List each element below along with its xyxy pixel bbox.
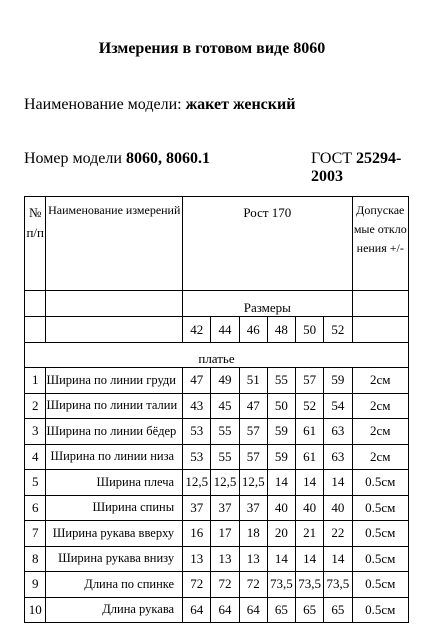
row-value: 64 bbox=[183, 597, 211, 623]
row-tolerance: 0.5см bbox=[352, 521, 408, 547]
row-value: 63 bbox=[324, 444, 352, 470]
row-value: 57 bbox=[239, 444, 267, 470]
row-value: 14 bbox=[296, 546, 324, 572]
row-value: 43 bbox=[183, 393, 211, 419]
table-row bbox=[25, 597, 409, 623]
header-no: № п/п bbox=[25, 197, 46, 291]
row-measure-name: Ширина спины bbox=[46, 495, 183, 521]
row-value: 73,5 bbox=[324, 572, 352, 598]
row-tolerance: 2см bbox=[352, 368, 408, 394]
spacer-cell bbox=[25, 291, 46, 317]
row-value: 65 bbox=[296, 597, 324, 623]
row-value: 72 bbox=[211, 572, 239, 598]
row-measure-name: Ширина по линии низа bbox=[46, 444, 183, 470]
row-value: 40 bbox=[296, 495, 324, 521]
row-value: 47 bbox=[183, 368, 211, 394]
row-tolerance: 0.5см bbox=[352, 597, 408, 623]
table-row bbox=[25, 419, 409, 445]
row-measure-name: Ширина по линии груди bbox=[46, 368, 183, 394]
table-row bbox=[25, 546, 409, 572]
row-value: 64 bbox=[239, 597, 267, 623]
row-tolerance: 0.5см bbox=[352, 470, 408, 496]
row-number: 8 bbox=[25, 546, 46, 572]
row-number: 9 bbox=[25, 572, 46, 598]
row-value: 55 bbox=[211, 419, 239, 445]
model-number-line bbox=[24, 150, 210, 168]
standard-label: ГОСТ bbox=[311, 150, 353, 167]
model-number-label: Номер модели bbox=[24, 150, 122, 167]
row-value: 59 bbox=[324, 368, 352, 394]
header-tolerance: Допускаемые отклонения +/- bbox=[352, 197, 408, 291]
row-value: 12,5 bbox=[239, 470, 267, 496]
table-row bbox=[25, 495, 409, 521]
row-value: 65 bbox=[324, 597, 352, 623]
row-value: 63 bbox=[324, 419, 352, 445]
row-value: 45 bbox=[211, 393, 239, 419]
row-value: 12,5 bbox=[183, 470, 211, 496]
model-name-value: жакет женский bbox=[185, 96, 296, 113]
measurements-table bbox=[24, 196, 409, 623]
size-header: 48 bbox=[267, 317, 295, 343]
row-tolerance: 0.5см bbox=[352, 546, 408, 572]
row-measure-name: Длина рукава bbox=[46, 597, 183, 623]
spacer-cell bbox=[46, 317, 183, 343]
row-value: 14 bbox=[267, 470, 295, 496]
table-row bbox=[25, 444, 409, 470]
header-height: Рост 170 bbox=[183, 197, 352, 291]
row-value: 14 bbox=[324, 546, 352, 572]
row-measure-name: Ширина рукава вверху bbox=[46, 521, 183, 547]
table-row bbox=[25, 572, 409, 598]
sizes-label: Размеры bbox=[183, 291, 352, 317]
row-value: 47 bbox=[239, 393, 267, 419]
row-value: 37 bbox=[211, 495, 239, 521]
row-value: 13 bbox=[183, 546, 211, 572]
standard-line bbox=[311, 150, 424, 186]
row-measure-name: Длина по спинке bbox=[46, 572, 183, 598]
section-label: платье bbox=[25, 343, 409, 368]
row-measure-name: Ширина по линии талии bbox=[46, 393, 183, 419]
table-row bbox=[25, 393, 409, 419]
row-value: 59 bbox=[267, 419, 295, 445]
row-value: 40 bbox=[324, 495, 352, 521]
row-value: 54 bbox=[324, 393, 352, 419]
size-header: 42 bbox=[183, 317, 211, 343]
row-value: 14 bbox=[267, 546, 295, 572]
row-value: 18 bbox=[239, 521, 267, 547]
row-value: 61 bbox=[296, 444, 324, 470]
row-value: 12,5 bbox=[211, 470, 239, 496]
row-value: 52 bbox=[296, 393, 324, 419]
model-name-label: Наименование модели: bbox=[24, 96, 182, 113]
row-number: 10 bbox=[25, 597, 46, 623]
row-value: 61 bbox=[296, 419, 324, 445]
document-title: Измерения в готовом виде 8060 bbox=[98, 40, 326, 57]
row-value: 37 bbox=[183, 495, 211, 521]
row-number: 4 bbox=[25, 444, 46, 470]
row-measure-name: Ширина плеча bbox=[46, 470, 183, 496]
row-value: 72 bbox=[183, 572, 211, 598]
row-tolerance: 2см bbox=[352, 444, 408, 470]
row-number: 6 bbox=[25, 495, 46, 521]
row-tolerance: 0.5см bbox=[352, 572, 408, 598]
row-value: 13 bbox=[239, 546, 267, 572]
row-value: 55 bbox=[211, 444, 239, 470]
row-value: 17 bbox=[211, 521, 239, 547]
row-value: 14 bbox=[296, 470, 324, 496]
table-row bbox=[25, 521, 409, 547]
row-value: 40 bbox=[267, 495, 295, 521]
size-header: 52 bbox=[324, 317, 352, 343]
row-number: 3 bbox=[25, 419, 46, 445]
table-row bbox=[25, 368, 409, 394]
standard-value: 25294-2003 bbox=[311, 150, 402, 185]
row-value: 13 bbox=[211, 546, 239, 572]
size-header: 50 bbox=[296, 317, 324, 343]
row-value: 57 bbox=[239, 419, 267, 445]
row-number: 5 bbox=[25, 470, 46, 496]
row-number: 1 bbox=[25, 368, 46, 394]
row-value: 50 bbox=[267, 393, 295, 419]
row-value: 59 bbox=[267, 444, 295, 470]
row-measure-name: Ширина рукава внизу bbox=[46, 546, 183, 572]
row-value: 16 bbox=[183, 521, 211, 547]
row-value: 21 bbox=[296, 521, 324, 547]
spacer-cell bbox=[46, 291, 183, 317]
row-value: 20 bbox=[267, 521, 295, 547]
row-value: 57 bbox=[296, 368, 324, 394]
row-value: 73,5 bbox=[267, 572, 295, 598]
size-header: 46 bbox=[239, 317, 267, 343]
model-name-line bbox=[24, 96, 295, 114]
row-value: 55 bbox=[267, 368, 295, 394]
row-value: 53 bbox=[183, 444, 211, 470]
row-value: 51 bbox=[239, 368, 267, 394]
row-tolerance: 2см bbox=[352, 419, 408, 445]
spacer-cell bbox=[352, 317, 408, 343]
header-measure-name: Наименование измерений bbox=[46, 197, 183, 291]
row-value: 53 bbox=[183, 419, 211, 445]
row-value: 65 bbox=[267, 597, 295, 623]
row-measure-name: Ширина по линии бёдер bbox=[46, 419, 183, 445]
row-value: 72 bbox=[239, 572, 267, 598]
row-tolerance: 2см bbox=[352, 393, 408, 419]
row-number: 7 bbox=[25, 521, 46, 547]
spacer-cell bbox=[352, 291, 408, 317]
model-number-value: 8060, 8060.1 bbox=[125, 150, 210, 167]
row-value: 73,5 bbox=[296, 572, 324, 598]
row-tolerance: 0.5см bbox=[352, 495, 408, 521]
size-header: 44 bbox=[211, 317, 239, 343]
row-value: 14 bbox=[324, 470, 352, 496]
spacer-cell bbox=[25, 317, 46, 343]
row-number: 2 bbox=[25, 393, 46, 419]
row-value: 49 bbox=[211, 368, 239, 394]
row-value: 37 bbox=[239, 495, 267, 521]
row-value: 64 bbox=[211, 597, 239, 623]
row-value: 22 bbox=[324, 521, 352, 547]
table-row bbox=[25, 470, 409, 496]
